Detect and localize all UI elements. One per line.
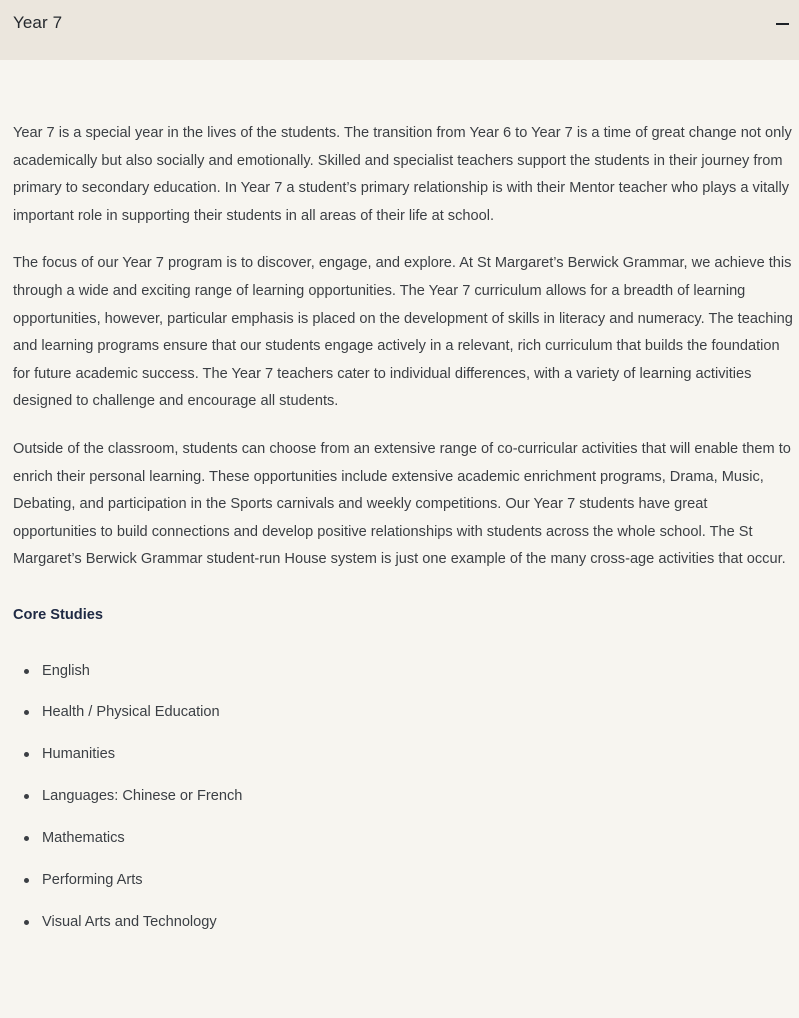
intro-paragraph: Year 7 is a special year in the lives of the students. The transition from Year 6 to Year 7 is a time of great change not only academically but also socially and emotionally. Skilled and specialist teachers support the students in their journey from primary to secondary education. In Year 7 a student’s primary relationship is with their Mentor teacher who plays a vitally important role in supporting their students in all areas of their life at school. [13, 125, 792, 224]
list-item-label: Performing Arts [42, 871, 143, 888]
bullet-icon [24, 669, 29, 674]
bullet-icon [24, 710, 29, 715]
accordion-header[interactable] [0, 0, 799, 60]
list-item [13, 825, 793, 853]
accordion-content [13, 120, 793, 951]
cocurricular-paragraph: Outside of the classroom, students can choose from an extensive range of co-curricular activities that will enable them to enrich their personal learning. These opportunities include extensive academic enrichment programs, Drama, Music, Debating, and participation in the Sports carnivals and weekly competitions. Our Year 7 students have great opportunities to build connections and develop positive relationships with students across the whole school. The St Margaret’s Berwick Grammar student-run House system is just one example of the many cross-age activities that occur. [13, 440, 791, 568]
bullet-icon [24, 794, 29, 799]
core-studies-list [13, 658, 793, 937]
bullet-icon [24, 836, 29, 841]
bullet-icon [24, 920, 29, 925]
list-item-label: Languages: Chinese or French [42, 788, 243, 805]
program-paragraph: The focus of our Year 7 program is to discover, engage, and explore. At St Margaret’s Berwick Grammar, we achieve this through a wide and exciting range of learning opportunities. The Year 7 curriculum allows for a breadth of learning opportunities, however, particular emphasis is placed on the development of skills in literacy and numeracy. The teaching and learning programs ensure that our students engage actively in a relevant, rich curriculum that builds the foundation for future academic success. The Year 7 teachers cater to individual differences, with a variety of learning activities designed to challenge and encourage all students. [13, 255, 793, 410]
bullet-icon [24, 752, 29, 757]
core-studies-heading: Core Studies [13, 606, 104, 623]
list-item [13, 867, 793, 895]
list-item-label: English [42, 662, 90, 679]
list-item [13, 658, 793, 686]
accordion-title: Year 7 [13, 13, 63, 32]
list-item-label: Health / Physical Education [42, 704, 220, 721]
bullet-icon [24, 878, 29, 883]
list-item [13, 741, 793, 769]
list-item [13, 909, 793, 937]
list-item [13, 783, 793, 811]
list-item [13, 699, 793, 727]
list-item-label: Visual Arts and Technology [42, 913, 217, 930]
list-item-label: Humanities [42, 746, 115, 763]
minus-icon[interactable] [775, 14, 791, 32]
list-item-label: Mathematics [42, 830, 125, 847]
